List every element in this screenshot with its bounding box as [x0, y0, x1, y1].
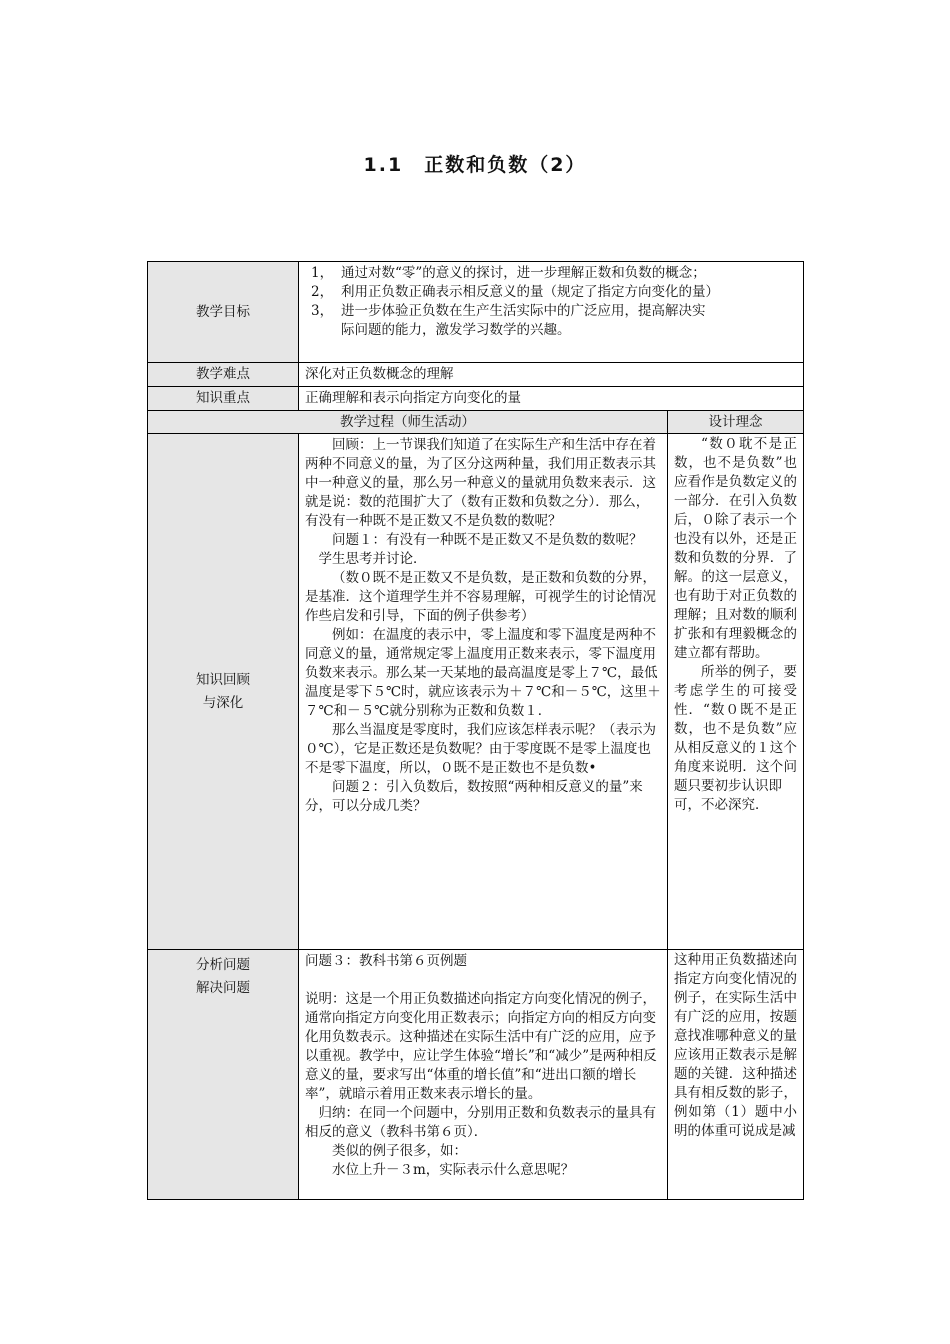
keypoint-label: 知识重点 — [148, 387, 299, 411]
difficulty-text: 深化对正负数概念的理解 — [299, 363, 804, 387]
difficulty-row — [148, 363, 804, 387]
process-header: 教学过程（师生活动） — [148, 411, 668, 434]
review-paragraph: 那么当温度是零度时，我们应该怎样表示呢？（表示为０℃），它是正数还是负数呢？由于零度既不是零上温度也不是零下温度，所以，０既不是正数也不是负数• — [305, 722, 656, 776]
analysis-paragraph: 说明：这是一个用正负数描述向指定方向变化情况的例子，通常向指定方向变化用正数表示；向指定方向的相反方向变化用负数表示。这种描述在实际生活中有广泛的应用，应予以重视。教学中，应让学生体验“增长”和“减少”是两种相反意义的量，要求写出“体重的增长值”和“进出口额的增长率”，就暗示着用正数来表示增长的量。 — [305, 991, 657, 1102]
analysis-paragraph: 类似的例子很多，如： — [332, 1143, 467, 1159]
keypoint-row — [148, 387, 804, 411]
review-paragraph: 问题１：有没有一种既不是正数又不是负数的数呢？ — [332, 532, 643, 548]
review-note-paragraph: 所举的例子，要考虑学生的可接受性．“数０既不是正数，也不是负数”应从相反意义的１这个角度来说明．这个问题只要初步认识即 — [674, 664, 797, 794]
review-label-line2: 与深化 — [202, 694, 244, 711]
goals-label: 教学目标 — [148, 262, 299, 363]
review-paragraph: 学生思考并讨论． — [318, 551, 427, 567]
goals-list — [305, 264, 797, 321]
process-header-row — [148, 411, 804, 434]
section-review-row — [148, 434, 804, 950]
section-analysis-row — [148, 950, 804, 1200]
review-label-line1: 知识回顾 — [196, 671, 250, 688]
review-content — [299, 434, 668, 950]
section-review-label — [148, 434, 299, 950]
review-paragraph: 问题２：引入负数后，数按照“两种相反意义的量”来分，可以分成几类？ — [305, 779, 643, 814]
analysis-side-paragraphs — [674, 951, 797, 1141]
goal-number: 1， — [311, 265, 334, 281]
lesson-plan-table — [147, 261, 804, 1200]
analysis-paragraph: 归纳：在同一个问题中，分别用正数和负数表示的量具有相反的意义（教科书第６页）． — [305, 1105, 656, 1140]
goal-item — [305, 264, 797, 283]
review-design-note — [668, 434, 804, 950]
goal-text: 通过对数“零”的意义的探讨，进一步理解正数和负数的概念； — [341, 265, 706, 281]
goal-number: 2， — [311, 284, 334, 300]
page-title: 1.1 正数和负数（2） — [363, 154, 587, 176]
review-side-paragraphs — [674, 435, 797, 815]
analysis-paragraph — [305, 971, 661, 990]
review-note-paragraph: 可，不必深究． — [674, 797, 769, 813]
review-paragraphs — [305, 436, 661, 816]
analysis-paragraphs — [305, 952, 661, 1180]
review-note-paragraph: “数０耽不是正数，也不是负数”也应看作是负数定义的一部分．在引入负数后，０除了表示一个也没有以外，还是正数和负数的分界．了解。的这一层意义，也有助于对正负数的理解；且对数的顺利扩张和有理毅概念的建立都有帮助。 — [674, 436, 797, 661]
analysis-label-line1: 分析问题 — [196, 957, 250, 973]
analysis-content — [299, 950, 668, 1200]
difficulty-label: 教学难点 — [148, 363, 299, 387]
goal-number: 3， — [311, 303, 334, 319]
goal-continuation: 际问题的能力，激发学习数学的兴趣。 — [341, 322, 571, 338]
analysis-label-line2: 解决问题 — [196, 980, 250, 996]
review-paragraph: 例如：在温度的表示中，零上温度和零下温度是两种不同意义的量，通常规定零上温度用正数来表示，零下温度用负数来表示。那么某一天某地的最高温度是零上７℃，最低温度是零下５℃时，就应该表示为＋７℃和－５℃，这里＋７℃和－５℃就分别称为正数和负数１． — [305, 627, 661, 719]
goal-text: 进一步体验正负数在生产生活实际中的广泛应用，提高解决实 — [341, 303, 706, 319]
review-paragraph: 回顾：上一节课我们知道了在实际生产和生活中存在着两种不同意义的量，为了区分这两种量，我们用正数表示其中一种意义的量，那么另一种意义的量就用负数来表示．这就是说：数的范围扩大了（数有正数和负数之分）．那么，有没有一种既不是正数又不是负数的数呢？ — [305, 437, 656, 529]
concept-header: 设计理念 — [668, 411, 804, 434]
review-paragraph: （数０既不是正数又不是负数，是正数和负数的分界，是基准．这个道理学生并不容易理解，可视学生的讨论情况作些启发和引导，下面的例子供参考） — [305, 570, 656, 624]
goals-row — [148, 262, 804, 363]
analysis-note-paragraph: 这种用正负数描述向指定方向变化情况的例子，在实际生活中有广泛的应用，按题意找准哪种意义的量应该用正数表示是解题的关键．这种描述具有相反数的影子，例如第（1）题中小明的体重可说成是减 — [674, 952, 797, 1139]
analysis-paragraph: 水位上升－３m，实际表示什么意思呢？ — [332, 1162, 575, 1178]
keypoint-text: 正确理解和表示向指定方向变化的量 — [299, 387, 804, 411]
goal-item — [305, 283, 797, 302]
goal-text: 利用正负数正确表示相反意义的量（规定了指定方向变化的量） — [341, 284, 719, 300]
analysis-paragraph: 问题３：教科书第６页例题 — [305, 953, 467, 969]
goal-item — [305, 302, 797, 321]
analysis-design-note — [668, 950, 804, 1200]
section-analysis-label — [148, 950, 299, 1200]
goals-content — [299, 262, 804, 363]
